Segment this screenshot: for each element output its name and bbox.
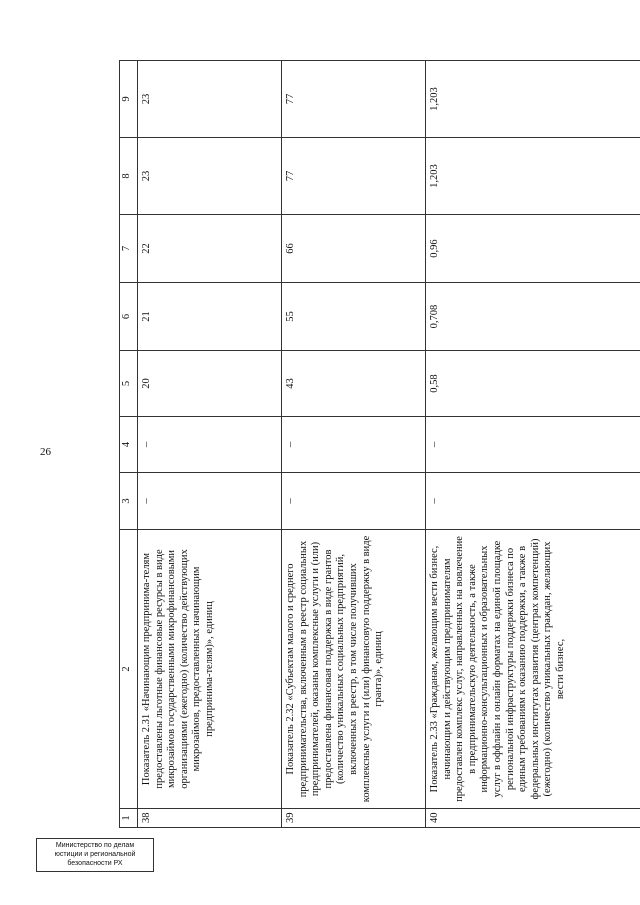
table-cell: 21 [138, 283, 282, 351]
table-cell: 43 [282, 351, 426, 417]
column-header: 5 [120, 351, 138, 417]
column-header: 2 [120, 530, 138, 809]
registration-stamp [36, 838, 154, 872]
header-row [120, 61, 138, 828]
table-cell: 20 [138, 351, 282, 417]
column-header: 4 [120, 417, 138, 473]
column-header: 1 [120, 809, 138, 828]
stamp-line: юстиции и региональной [54, 850, 136, 858]
table-cell: 77 [282, 138, 426, 215]
indicators-table [119, 60, 640, 828]
indicator-description: Показатель 2.33 «Гражданам, желающим вести бизнес, начинающим и действующим предпринимателям предоставлен комплекс услуг, направленных на вовлечение в предпринимательскую деятельность, а также информационно-консультационных и образовательных услуг в оффлайн и онлайн форматах на единой площадке региональной инфраструктуры поддержки бизнеса по единым требованиям к оказанию поддержки, а также в федеральных институтах развития (центрах компетенций) (ежегодно) (количество уникальных граждан, желающих вести бизнес, [426, 530, 640, 809]
table-cell: 23 [138, 61, 282, 138]
table-cell: 55 [282, 283, 426, 351]
page-number: 26 [40, 446, 51, 458]
row-number: 40 [426, 809, 640, 828]
table-cell: 23 [138, 138, 282, 215]
row-number: 39 [282, 809, 426, 828]
table-cell: 0,58 [426, 351, 640, 417]
table-cell: 0,96 [426, 215, 640, 283]
rotated-table-sheet [119, 61, 640, 828]
table-cell: 1,203 [426, 61, 640, 138]
indicator-description: Показатель 2.31 «Начинающим предпринима-телям предоставлены льготные финансовые ресурсы в виде микрозаймов государственными микрофинансовыми организациями (ежегодно) (количество действующих микрозаймов, предоставленных начинающим предпринима-телям)», единиц [138, 530, 282, 809]
stamp-line: Министерство по делам [55, 842, 135, 849]
table-cell: – [282, 417, 426, 473]
table-cell: – [426, 473, 640, 530]
column-header: 6 [120, 283, 138, 351]
column-header: 9 [120, 61, 138, 138]
table-cell: – [138, 417, 282, 473]
table-row [138, 61, 282, 828]
table-row [426, 61, 640, 828]
column-header: 3 [120, 473, 138, 530]
table-cell: 22 [138, 215, 282, 283]
column-header: 8 [120, 138, 138, 215]
column-header: 7 [120, 215, 138, 283]
indicator-description: Показатель 2.32 «Субъектам малого и среднего предпринимательства, включенным в реестр социальных предпринимателей, оказаны комплексные услуги и (или) предоставлена финансовая поддержка в виде грантов (количество уникальных социальных предприятий, включенных в реестр, в том числе получивших комплексные услуги и (или) финансовую поддержку в виде гранта)», единиц [282, 530, 426, 809]
table-cell: 66 [282, 215, 426, 283]
row-number: 38 [138, 809, 282, 828]
table-cell: 77 [282, 61, 426, 138]
table-row [282, 61, 426, 828]
table-cell: – [282, 473, 426, 530]
table-cell: 1,203 [426, 138, 640, 215]
stamp-line: безопасности РХ [67, 859, 123, 867]
table-cell: 0,708 [426, 283, 640, 351]
table-cell: – [426, 417, 640, 473]
table-cell: – [138, 473, 282, 530]
